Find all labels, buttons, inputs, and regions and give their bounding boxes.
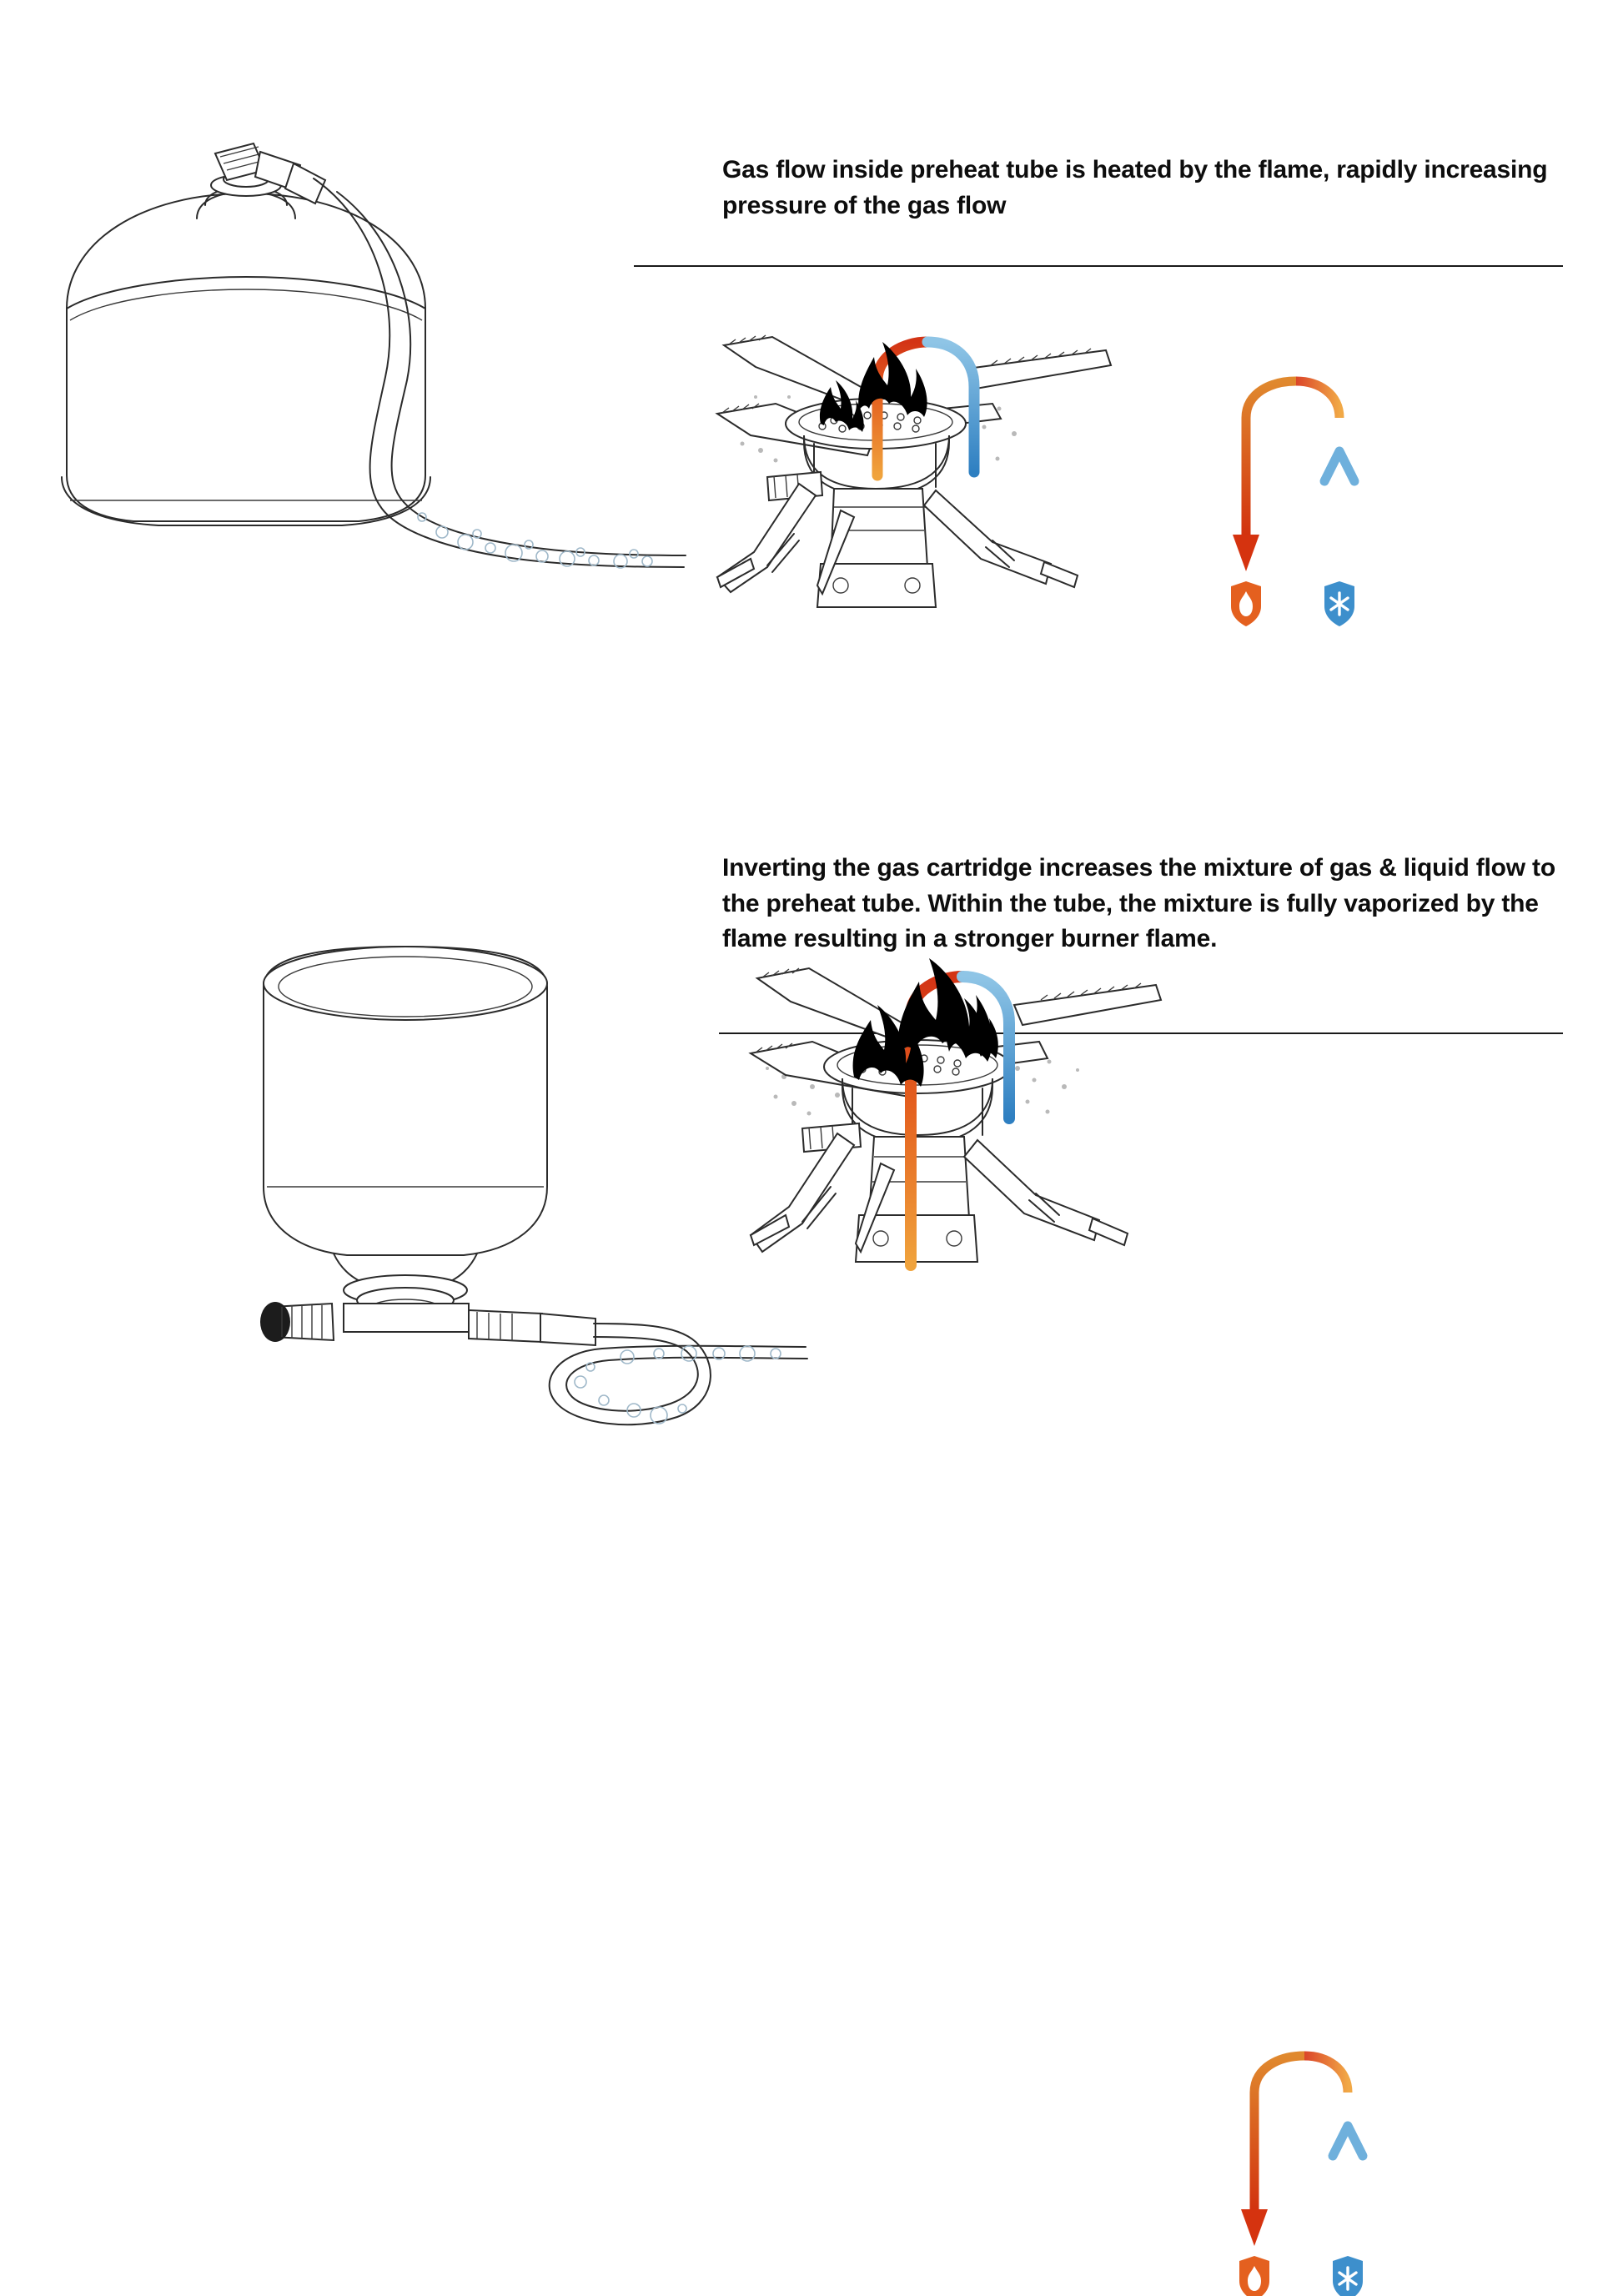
snowflake-shield-icon xyxy=(1333,2256,1363,2296)
valve-knob xyxy=(260,1302,469,1342)
flow-legend-upright xyxy=(1218,371,1368,621)
hot-arrowhead xyxy=(1233,535,1259,571)
flame-shield-icon xyxy=(1239,2256,1269,2296)
snowflake-shield-icon xyxy=(1324,581,1354,626)
hot-arrowhead xyxy=(1241,2209,1268,2246)
caption-upright: Gas flow inside preheat tube is heated by the flame, rapidly increasing pressure of the gas flow xyxy=(722,156,1548,219)
panel-upright-cartridge xyxy=(0,0,1623,811)
gas-cartridge-upright xyxy=(50,142,817,592)
flow-legend-inverted xyxy=(1226,2046,1376,2296)
panel-inverted-cartridge xyxy=(0,811,1623,1623)
remote-canister-stove xyxy=(717,317,1184,667)
caption-inverted: Inverting the gas cartridge increases the mixture of gas & liquid flow to the preheat tube. Within the tube, the mixture is fully vaporized by the flame resulting in a stronger burner flame. xyxy=(722,854,1555,953)
remote-canister-stove xyxy=(751,937,1234,1454)
flame-shield-icon xyxy=(1231,581,1261,626)
